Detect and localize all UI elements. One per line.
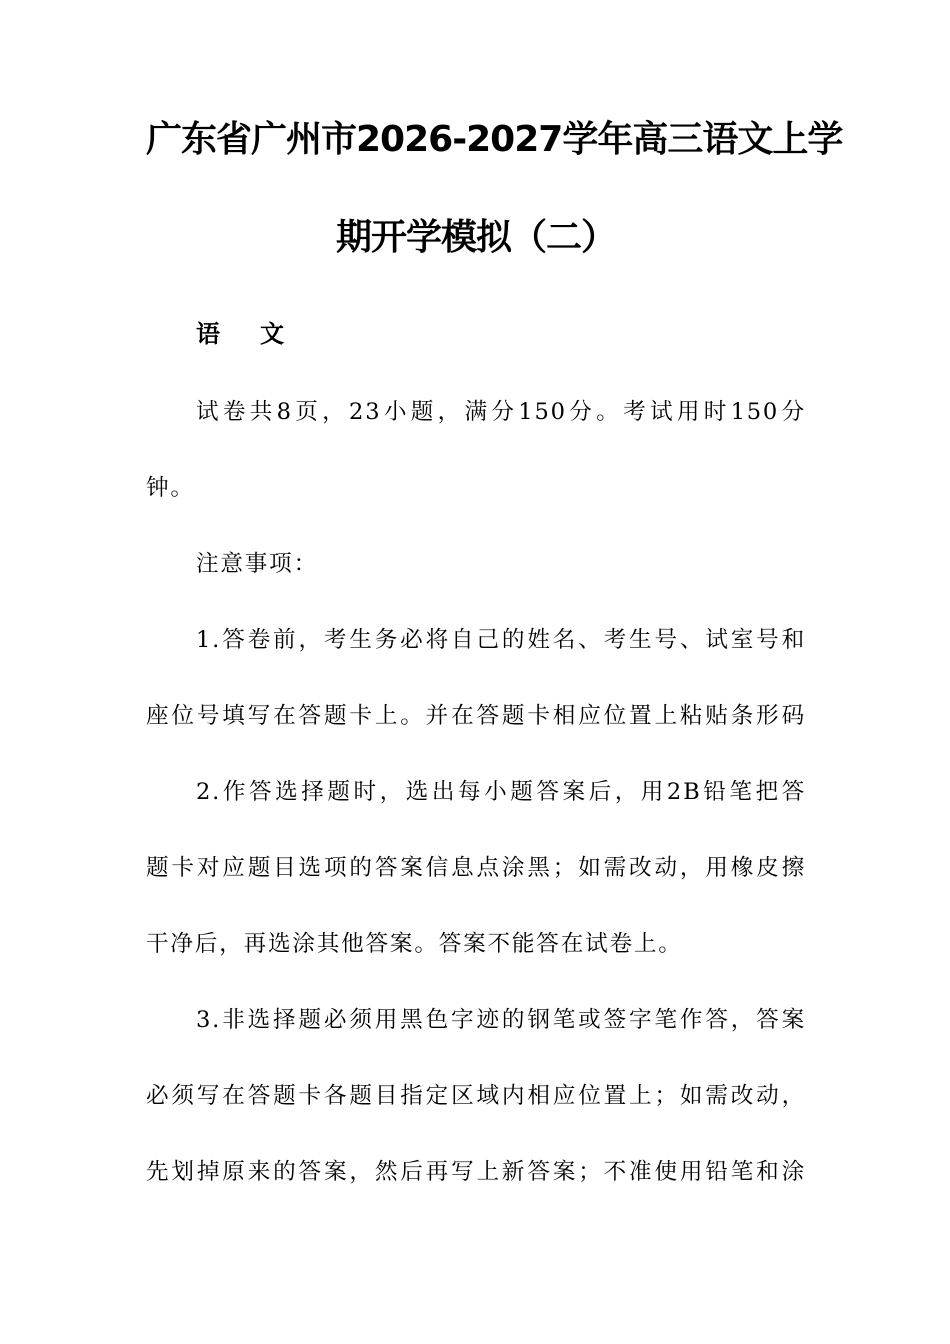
document-title-line-1: 广东省广州市2026-2027学年高三语文上学 [146,119,843,160]
subject-char-2: 文 [260,319,284,348]
intro-line-1: 试卷共8页，23小题，满分150分。考试用时150分 [196,399,806,425]
notice-item-2-line-3: 干净后，再选涂其他答案。答案不能答在试卷上。 [146,931,683,957]
subject-char-1: 语 [196,319,220,348]
notice-heading: 注意事项： [196,551,318,577]
notice-item-2-line-1: 2.作答选择题时，选出每小题答案后，用2B铅笔把答 [196,779,806,805]
notice-item-1-line-2: 座位号填写在答题卡上。并在答题卡相应位置上粘贴条形码 [146,703,806,729]
document-title-line-2: 期开学模拟（二） [335,217,616,258]
notice-item-1-line-1: 1.答卷前，考生务必将自己的姓名、考生号、试室号和 [196,627,806,653]
notice-item-3-line-1: 3.非选择题必须用黑色字迹的钢笔或签字笔作答，答案 [196,1007,806,1033]
notice-item-3-line-2: 必须写在答题卡各题目指定区域内相应位置上；如需改动， [146,1083,806,1109]
intro-line-2: 钟。 [146,475,195,501]
notice-item-3-line-3: 先划掉原来的答案，然后再写上新答案；不准使用铅笔和涂 [146,1159,806,1185]
notice-item-2-line-2: 题卡对应题目选项的答案信息点涂黑；如需改动，用橡皮擦 [146,855,806,881]
subject-label [196,318,284,350]
